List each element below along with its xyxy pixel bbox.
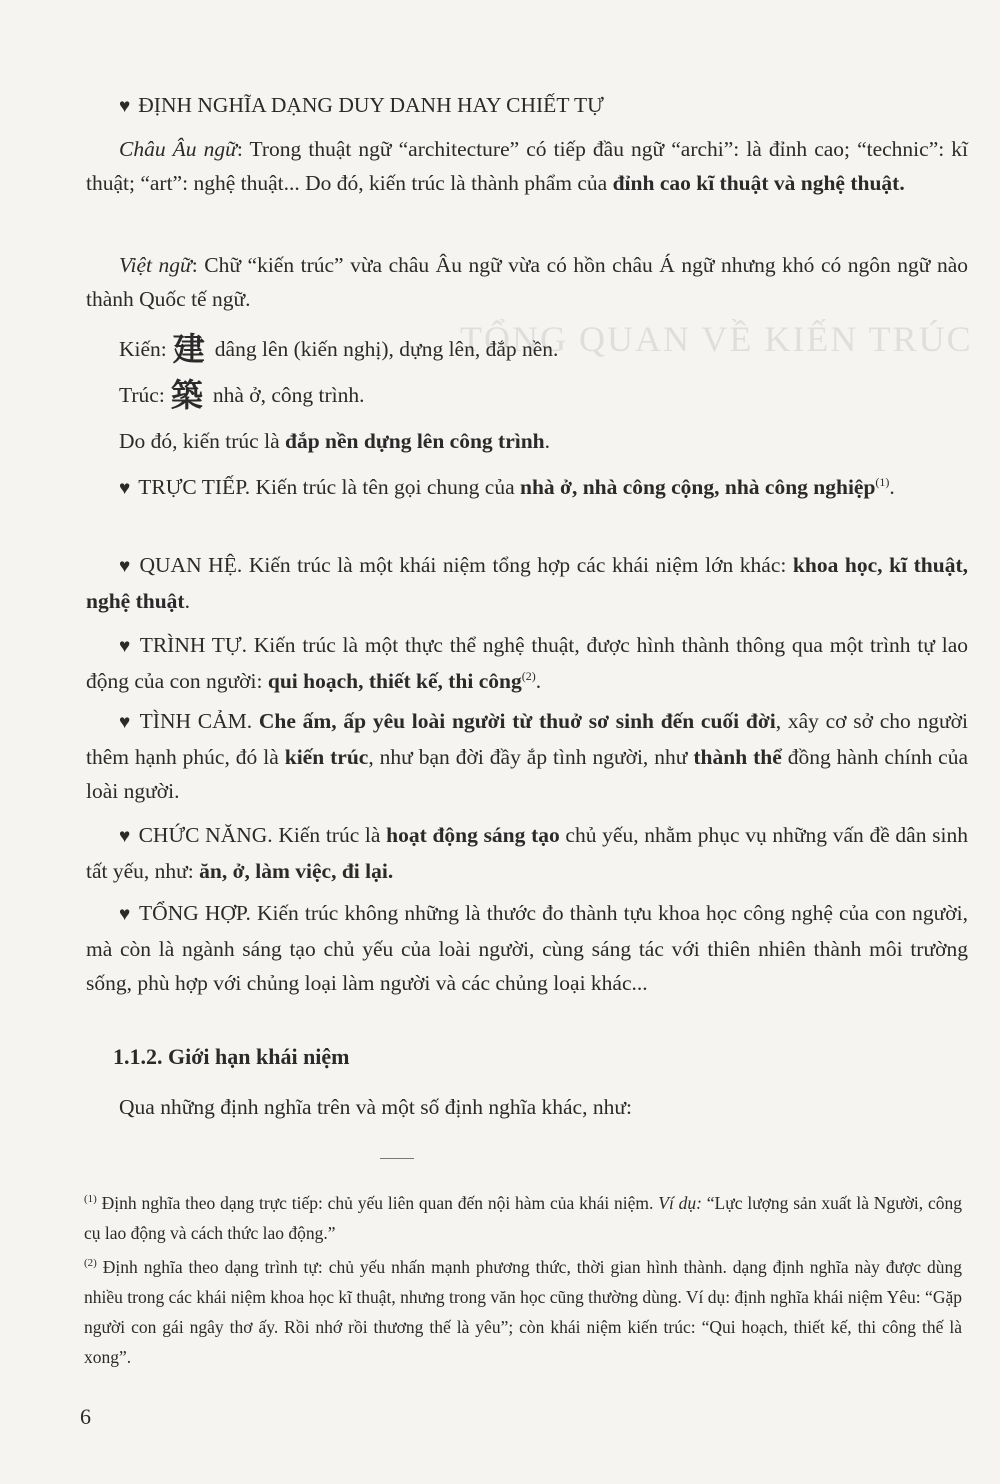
label-viet-ngu: Việt ngữ [119,253,192,277]
heart-bullet-icon: ♥ [119,96,131,117]
paragraph-trinh-tu: ♥ TRÌNH TỰ. Kiến trúc là một thực thể nghệ thuật, được hình thành thông qua một trình tự lao động của con người: qui hoạch, thiết kế, thi công$^{(2)}$. [86,633,968,693]
heart-bullet-icon: ♥ [119,636,132,657]
footnote-ref-2: (2) [521,668,536,683]
paragraph-truc-tiep: ♥ TRỰC TIẾP. Kiến trúc là tên gọi chung của nhà ở, nhà công cộng, nhà công nghiệp$^{(1)}$. [119,474,895,499]
footnote-2: $^{(2)}$ Định nghĩa theo dạng trình tự: chủ yếu nhấn mạnh phương thức, thời gian hình thành. dạng định nghĩa này được dùng nhiều trong các khái niệm khoa học kĩ thuật, nhưng trong văn học cũng thường dùng. Ví dụ: định nghĩa khái niệm Yêu: “Gặp người con gái ngây thơ ấy. Rồi nhớ rồi thương thế là yêu”; còn khái niệm kiến trúc: “Qui hoạch, thiết kế, thi công thế là xong”. [84,1257,962,1367]
hanzi-kien: 建 [172,331,205,367]
paragraph-chuc-nang: ♥ CHỨC NĂNG. Kiến trúc là hoạt động sáng tạo chủ yếu, nhằm phục vụ những vấn đề dân sinh tất yếu, như: ăn, ở, làm việc, đi lại. [86,823,968,883]
page-number: 6 [80,1404,91,1429]
heart-bullet-icon: ♥ [119,712,132,733]
line-do-do: Do đó, kiến trúc là đắp nền dựng lên công trình. [119,429,551,453]
paragraph-tong-hop: ♥ TỔNG HỢP. Kiến trúc không những là thước đo thành tựu khoa học công nghệ của con người, mà còn là ngành sáng tạo chủ yếu của loài người, cùng sáng tác với thiên nhiên thành môi trường sống, phù hợp với chủng loại làm người và các chủng loại khác... [86,901,969,995]
footnote-divider [380,1158,414,1159]
paragraph-qua-nhung: Qua những định nghĩa trên và một số định nghĩa khác, như: [119,1095,632,1119]
footnote-ref-1: (1) [875,474,890,489]
paragraph-quan-he: ♥ QUAN HỆ. Kiến trúc là một khái niệm tổng hợp các khái niệm lớn khác: khoa học, kĩ thuật, nghệ thuật. [86,553,968,613]
heart-bullet-icon: ♥ [119,556,132,577]
bleed-through-text: TỔNG QUAN VỀ KIẾN TRÚC [460,319,973,359]
hanzi-truc: 築 [170,377,203,413]
line-truc: Trúc: 築 nhà ở, công trình. [119,377,365,413]
line-kien: Kiến: 建 dâng lên (kiến nghị), dựng lên, đắp nền. [119,331,559,367]
heading-definition: ♥ ĐỊNH NGHĨA DẠNG DUY DANH HAY CHIẾT TỰ [119,93,604,117]
heart-bullet-icon: ♥ [119,478,131,499]
label-chau-au-ngu: Châu Âu ngữ [119,137,237,161]
heart-bullet-icon: ♥ [119,904,132,925]
paragraph-european: Châu Âu ngữ: Trong thuật ngữ “architecture” có tiếp đầu ngữ “archi”: là đỉnh cao; “technic”: kĩ thuật; “art”: nghệ thuật... Do đó, kiến trúc là thành phẩm của đỉnh cao kĩ thuật và nghệ thuật. [86,137,969,195]
section-heading: 1.1.2. Giới hạn khái niệm [113,1044,350,1069]
paragraph-vietnamese: Việt ngữ: Chữ “kiến trúc” vừa châu Âu ngữ vừa có hồn châu Á ngữ nhưng khó có ngôn ngữ nào thành Quốc tế ngữ. [86,253,968,311]
footnote-1: $^{(1)}$ Định nghĩa theo dạng trực tiếp: chủ yếu liên quan đến nội hàm của khái niệm. Ví dụ: “Lực lượng sản xuất là Người, công cụ lao động và cách thức lao động.” [84,1193,963,1243]
heart-bullet-icon: ♥ [119,826,131,847]
paragraph-tinh-cam: ♥ TÌNH CẢM. Che ấm, ấp yêu loài người từ thuở sơ sinh đến cuối đời, xây cơ sở cho người thêm hạnh phúc, đó là kiến trúc, như bạn đời đầy ắp tình người, như thành thể đồng hành chính của loài người. [86,709,969,803]
